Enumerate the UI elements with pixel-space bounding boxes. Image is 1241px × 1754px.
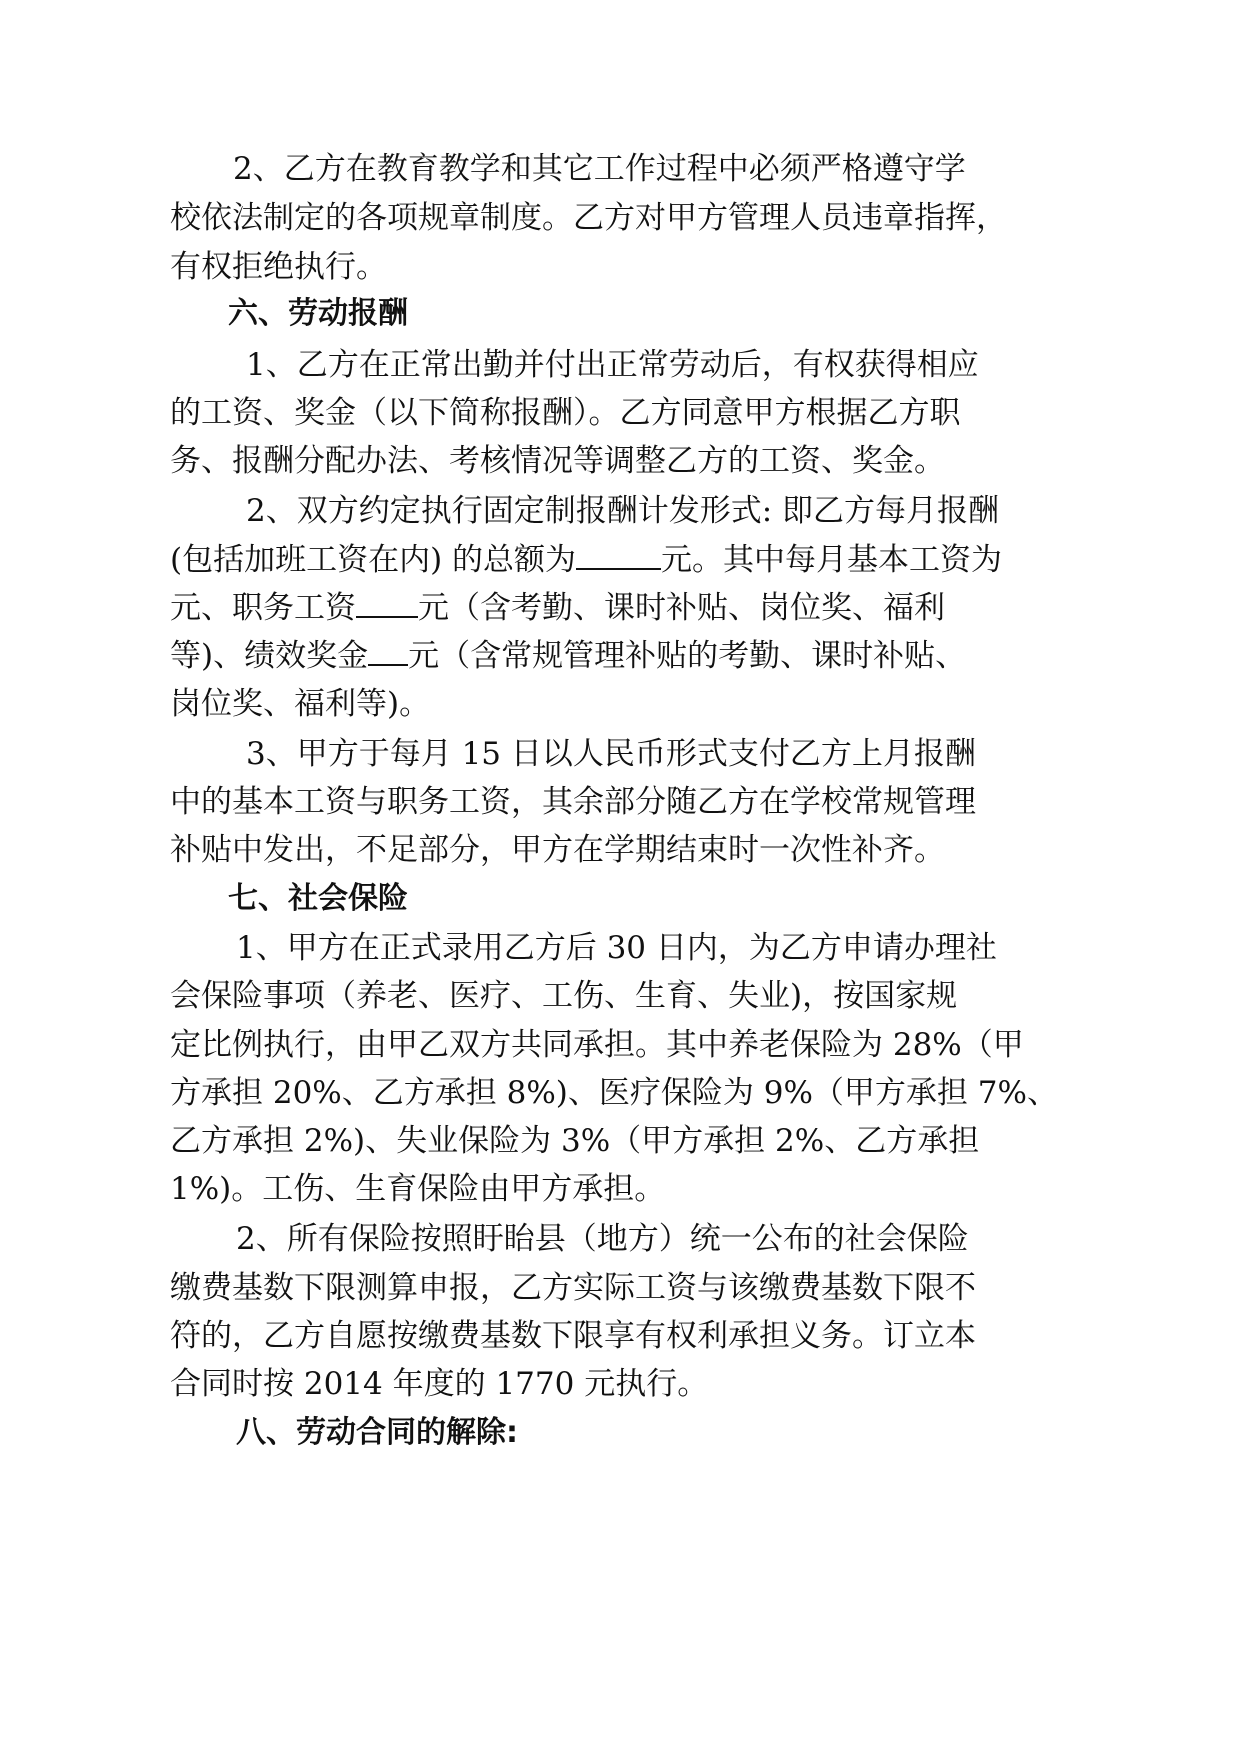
- section-heading: 八、劳动合同的解除:: [236, 1415, 518, 1450]
- text-line: 乙方承担 2%)、失业保险为 3%（甲方承担 2%、乙方承担: [170, 1123, 980, 1159]
- text-line: 校依法制定的各项规章制度。乙方对甲方管理人员违章指挥，: [170, 200, 1007, 236]
- text-line: 方承担 20%、乙方承担 8%)、医疗保险为 9%（甲方承担 7%、: [170, 1075, 1058, 1111]
- text-line: 补贴中发出，不足部分，甲方在学期结束时一次性补齐。: [170, 832, 945, 868]
- fill-in-blank[interactable]: [576, 540, 661, 570]
- text-line: 岗位奖、福利等)。: [170, 686, 431, 722]
- section-heading: 六、劳动报酬: [228, 296, 408, 331]
- text-line: 缴费基数下限测算申报，乙方实际工资与该缴费基数下限不: [170, 1270, 976, 1306]
- text-line: 2、双方约定执行固定制报酬计发形式: 即乙方每月报酬: [246, 493, 1000, 529]
- text-segment: 元。其中每月基本工资为: [661, 542, 1003, 578]
- section-heading: 七、社会保险: [228, 881, 408, 916]
- text-line: [170, 540, 1002, 580]
- text-line: 合同时按 2014 年度的 1770 元执行。: [170, 1366, 709, 1402]
- text-line: 2、所有保险按照盱眙县（地方）统一公布的社会保险: [236, 1221, 969, 1257]
- text-segment: 元（含考勤、课时补贴、岗位奖、福利: [418, 590, 945, 626]
- text-segment: 等)、绩效奖金: [170, 638, 369, 674]
- fill-in-blank[interactable]: [356, 588, 418, 618]
- text-line: [170, 588, 945, 628]
- text-line: 2、乙方在教育教学和其它工作过程中必须严格遵守学: [233, 151, 966, 187]
- fill-in-blank[interactable]: [368, 636, 408, 666]
- text-line: 会保险事项（养老、医疗、工伤、生育、失业)，按国家规: [170, 978, 958, 1014]
- text-line: 1%)。工伤、生育保险由甲方承担。: [170, 1171, 666, 1207]
- text-line: 符的，乙方自愿按缴费基数下限享有权利承担义务。订立本: [170, 1318, 976, 1354]
- text-line: 务、报酬分配办法、考核情况等调整乙方的工资、奖金。: [170, 443, 945, 479]
- text-line: [170, 636, 966, 676]
- text-line: 1、乙方在正常出勤并付出正常劳动后，有权获得相应: [246, 347, 979, 383]
- text-line: 的工资、奖金（以下简称报酬）。乙方同意甲方根据乙方职: [170, 395, 961, 431]
- text-line: 1、甲方在正式录用乙方后 30 日内，为乙方申请办理社: [236, 930, 997, 966]
- text-segment: (包括加班工资在内) 的总额为: [170, 542, 577, 578]
- text-line: 定比例执行，由甲乙双方共同承担。其中养老保险为 28%（甲: [170, 1027, 1024, 1063]
- text-line: 有权拒绝执行。: [170, 249, 387, 285]
- text-segment: 元、职务工资: [170, 590, 356, 626]
- text-line: 3、甲方于每月 15 日以人民币形式支付乙方上月报酬: [246, 736, 976, 772]
- text-segment: 元（含常规管理补贴的考勤、课时补贴、: [408, 638, 967, 674]
- text-line: 中的基本工资与职务工资，其余部分随乙方在学校常规管理: [170, 784, 976, 820]
